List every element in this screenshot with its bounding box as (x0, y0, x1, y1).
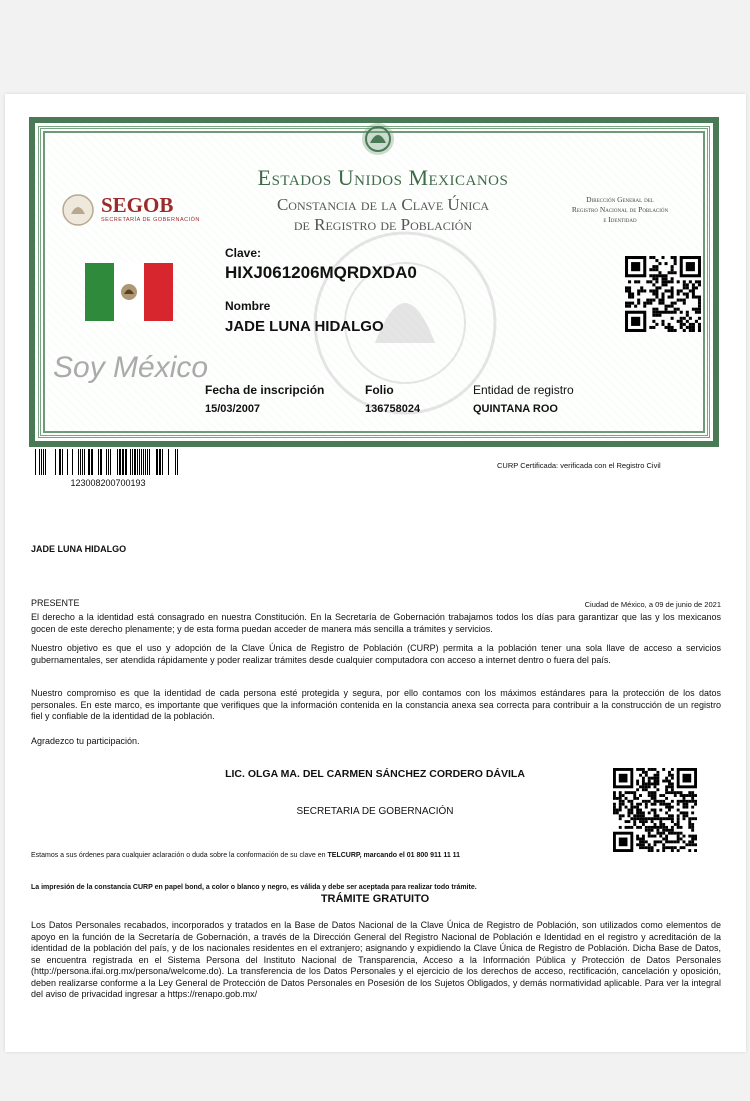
document-page (5, 94, 746, 1052)
paragraph-3: Nuestro compromiso es que la identidad de cada persona esté protegida y segura, por ello contamos con los máximos estándares para la protección de los datos personales. En este marco, es importante que verifiques que la información contenida en la constancia anexa sea correcta para contribuir a la construcción de un registro fiel y confiable de la identidad de la población. (31, 688, 721, 721)
qr-code-icon (625, 256, 701, 332)
flag-emblem-icon (118, 281, 140, 303)
clave-label: Clave: (225, 246, 262, 260)
direction-label: Dirección General del Registro Nacional de Población e Identidad (571, 195, 669, 224)
fecha-label: Fecha de inscripción (205, 383, 325, 397)
fecha-value: 15/03/2007 (205, 403, 261, 415)
signer-title: SECRETARIA DE GOBERNACIÓN (296, 806, 454, 817)
free-procedure: TRÁMITE GRATUITO (320, 893, 430, 905)
curp-certificate (29, 117, 719, 447)
contact-text: Estamos a sus órdenes para cualquier aclaración o duda sobre la conformación de su clave en TELCURP, marcando el 01 800 911 11 11 (31, 852, 461, 859)
folio-value: 136758024 (365, 403, 421, 415)
segob-seal-icon (61, 193, 95, 227)
entidad-label: Entidad de registro (473, 383, 574, 397)
barcode-icon (35, 449, 181, 475)
entidad-value: QUINTANA ROO (473, 403, 558, 415)
privacy-notice: Los Datos Personales recabados, incorporados y tratados en la Base de Datos Nacional de la Clave Única de Registro de Población, son utilizados como elementos de apoyo en la función de la Secretaría de Gobernación, a través de la Dirección General del Registro Nacional de Población e Identidad en el registro y acreditación de la identidad de la población del país, y de los nacionales residentes en el extranjero; asignando y expidiendo la Clave Única de Registro de Población. Dicha Base de Datos, se encuentra registrada en el Sistema Persona del Instituto Nacional de Transparencia, Acceso a la Información Pública y Protección de Datos Personales (http://persona.ifai.org.mx/persona/welcome.do). La transferencia de los Datos Personales y el ejercicio de los derechos de acceso, rectificación, cancelación y oposición, deben realizarse conforme a la Ley General de Protección de Datos Personales en Posesión de los Sujetos Obligados, y demás normatividad aplicable. Para ver la integral del aviso de privacidad ingresar a https://renapo.gob.mx/ (31, 920, 721, 999)
qr-code-icon-2 (613, 768, 697, 852)
paragraph-1: El derecho a la identidad está consagrado en nuestra Constitución. En la Secretaría de Gobernación trabajamos todos los días para garantizar que las y los mexicanos gocen de este derecho plenamente; y de esta forma puedan acceder de manera más sencilla a trámites y servicios. (31, 612, 721, 634)
nombre-label: Nombre (225, 299, 271, 313)
clave-value: HIXJ061206MQRDXDA0 (225, 263, 417, 282)
national-emblem-icon (353, 119, 403, 159)
document-title: Constancia de la Clave Única de Registro de Población (276, 195, 490, 234)
certified-note: CURP Certificada: verificada con el Registro Civil (497, 461, 661, 470)
place-date: Ciudad de México, a 09 de junio de 2021 (584, 600, 721, 609)
nombre-value: JADE LUNA HIDALGO (225, 318, 384, 335)
recipient-name: JADE LUNA HIDALGO (31, 544, 127, 554)
folio-label: Folio (365, 383, 394, 397)
mexico-flag-icon (85, 263, 173, 321)
print-note: La impresión de la constancia CURP en papel bond, a color o blanco y negro, es válida y debe ser aceptada para realizar todo trámite. (31, 884, 477, 891)
paragraph-2: Nuestro objetivo es que el uso y adopción de la Clave Única de Registro de Población (CURP) permita a la población tener una sola llave de acceso a servicios gubernamentales, ser atendida rápidamente y poder realizar trámites desde cualquier computadora con acceso a internet dentro o fuera del país. (31, 643, 721, 665)
slogan-text: Soy México (53, 351, 209, 384)
signer-name: LIC. OLGA MA. DEL CARMEN SÁNCHEZ CORDERO DÁVILA (225, 768, 525, 780)
greeting-text: PRESENTE (31, 598, 80, 608)
barcode-number: 123008200700193 (70, 478, 146, 488)
thanks-text: Agradezco tu participación. (31, 736, 140, 746)
segob-logo: SEGOB SECRETARÍA DE GOBERNACIÓN (61, 193, 211, 233)
country-title: Estados Unidos Mexicanos (257, 165, 509, 190)
